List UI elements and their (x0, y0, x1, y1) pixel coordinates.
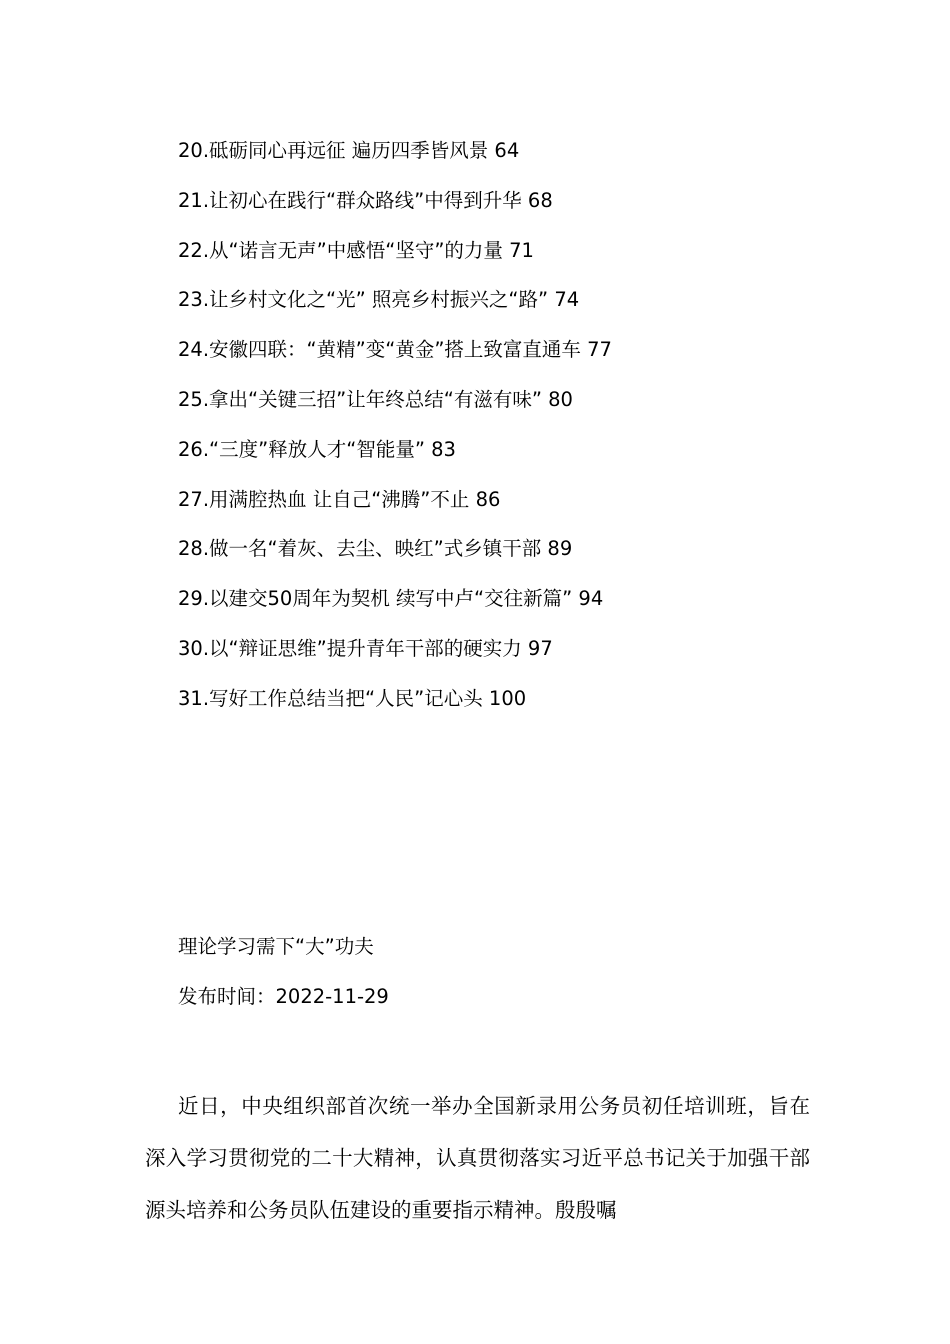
toc-entry: 28.做一名“着灰、去尘、映红”式乡镇干部 89 (178, 537, 573, 561)
table-of-contents (178, 134, 878, 732)
toc-entry: 21.让初心在践行“群众路线”中得到升华 68 (178, 188, 553, 212)
toc-entry: 27.用满腔热血 让自己“沸腾”不止 86 (178, 487, 501, 511)
toc-entry: 20.砥砺同心再远征 遍历四季皆风景 64 (178, 139, 520, 162)
toc-entry: 26.“三度”释放人才“智能量” 83 (178, 437, 456, 461)
toc-entry: 29.以建交50周年为契机 续写中卢“交往新篇” 94 (178, 587, 604, 611)
toc-entry: 23.让乡村文化之“光” 照亮乡村振兴之“路” 74 (178, 288, 580, 312)
article-publish-date: 发布时间：2022-11-29 (178, 985, 389, 1008)
toc-entry: 22.从“诺言无声”中感悟“坚守”的力量 71 (178, 238, 534, 262)
toc-entry: 31.写好工作总结当把“人民”记心头 100 (178, 686, 527, 710)
toc-entry: 30.以“辩证思维”提升青年干部的硬实力 97 (178, 636, 553, 660)
article-body-paragraph: 近日，中央组织部首次统一举办全国新录用公务员初任培训班，旨在深入学习贯彻党的二十大精神，认真贯彻落实习近平总书记关于加强干部源头培养和公务员队伍建设的重要指示精神。殷殷嘱 (145, 1094, 810, 1222)
toc-entry: 24.安徽四联：“黄精”变“黄金”搭上致富直通车 77 (178, 338, 612, 362)
article-title: 理论学习需下“大”功夫 (178, 935, 374, 958)
toc-entry: 25.拿出“关键三招”让年终总结“有滋有味” 80 (178, 387, 573, 411)
